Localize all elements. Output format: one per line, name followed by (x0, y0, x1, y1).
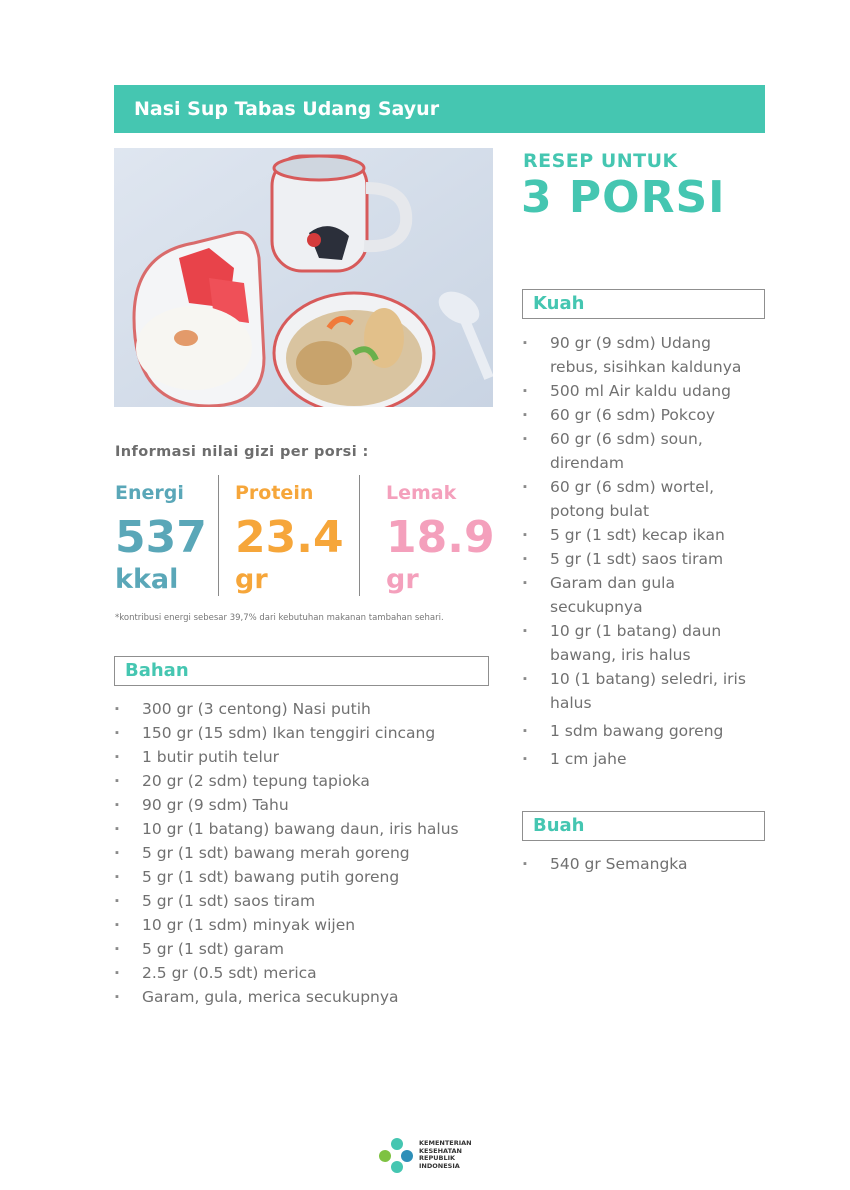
kuah-item: · 1 sdm bawang goreng (522, 719, 757, 743)
protein-block (235, 478, 344, 596)
bahan-item: · 5 gr (1 sdt) garam (114, 937, 489, 961)
bahan-heading-box (114, 656, 489, 686)
energy-value: 537 (115, 512, 207, 563)
kuah-item: · 5 gr (1 sdt) saos tiram (522, 547, 757, 571)
bahan-item: · 5 gr (1 sdt) bawang putih goreng (114, 865, 489, 889)
kuah-item: · Garam dan gula secukupnya (522, 571, 757, 619)
buah-item: · 540 gr Semangka (522, 852, 757, 876)
bahan-item: · 10 gr (1 sdm) minyak wijen (114, 913, 489, 937)
nutrition-info-label: Informasi nilai gizi per porsi : (115, 444, 369, 460)
bahan-item: · 300 gr (3 centong) Nasi putih (114, 697, 489, 721)
kuah-list (522, 331, 757, 771)
buah-heading: Buah (533, 815, 585, 836)
kuah-heading: Kuah (533, 293, 585, 314)
kuah-item: · 5 gr (1 sdt) kecap ikan (522, 523, 757, 547)
fat-block (386, 478, 495, 596)
fat-unit: gr (386, 564, 419, 595)
bahan-item: · 150 gr (15 sdm) Ikan tenggiri cincang (114, 721, 489, 745)
kuah-item: · 1 cm jahe (522, 747, 757, 771)
bahan-item: · 1 butir putih telur (114, 745, 489, 769)
fat-label: Lemak (386, 482, 457, 504)
bahan-heading: Bahan (125, 660, 189, 681)
kemenkes-logo (377, 1136, 472, 1174)
kuah-item: · 10 gr (1 batang) daun bawang, iris halus (522, 619, 757, 667)
bahan-list (114, 697, 489, 1009)
bahan-item: · 90 gr (9 sdm) Tahu (114, 793, 489, 817)
logo-line: KEMENTERIAN (419, 1139, 472, 1147)
food-photo (114, 148, 493, 407)
kemenkes-logo-icon (377, 1136, 413, 1174)
divider (218, 475, 219, 596)
protein-unit: gr (235, 564, 268, 595)
energy-label: Energi (115, 482, 184, 504)
logo-line: INDONESIA (419, 1161, 460, 1170)
bahan-item: · 5 gr (1 sdt) bawang merah goreng (114, 841, 489, 865)
logo-line: REPUBLIK (419, 1154, 456, 1162)
kuah-item: · 500 ml Air kaldu udang (522, 379, 757, 403)
bahan-item: · Garam, gula, merica secukupnya (114, 985, 489, 1009)
protein-value: 23.4 (235, 512, 344, 563)
divider (359, 475, 360, 596)
buah-list (522, 852, 757, 876)
recipe-title-bar (114, 85, 765, 133)
kuah-item: · 90 gr (9 sdm) Udang rebus, sisihkan kaldunya (522, 331, 757, 379)
bahan-item: · 10 gr (1 batang) bawang daun, iris halus (114, 817, 489, 841)
kuah-heading-box (522, 289, 765, 319)
recipe-title: Nasi Sup Tabas Udang Sayur (134, 98, 440, 120)
kemenkes-logo-text (419, 1140, 472, 1170)
logo-line: KESEHATAN (419, 1146, 462, 1155)
fat-value: 18.9 (386, 512, 495, 563)
bahan-item: · 2.5 gr (0.5 sdt) merica (114, 961, 489, 985)
kuah-item: · 60 gr (6 sdm) soun, direndam (522, 427, 757, 475)
bahan-item: · 20 gr (2 sdm) tepung tapioka (114, 769, 489, 793)
energy-unit: kkal (115, 564, 179, 595)
kuah-item: · 60 gr (6 sdm) Pokcoy (522, 403, 757, 427)
buah-heading-box (522, 811, 765, 841)
kuah-item: · 60 gr (6 sdm) wortel, potong bulat (522, 475, 757, 523)
energy-block (115, 478, 207, 596)
kuah-item: · 10 (1 batang) seledri, iris halus (522, 667, 757, 715)
porsi-count: 3 PORSI (521, 172, 726, 223)
energy-contribution-note: *kontribusi energi sebesar 39,7% dari kebutuhan makanan tambahan sehari. (115, 613, 444, 623)
resep-untuk-label: RESEP UNTUK (523, 150, 678, 172)
protein-label: Protein (235, 482, 314, 504)
bahan-item: · 5 gr (1 sdt) saos tiram (114, 889, 489, 913)
